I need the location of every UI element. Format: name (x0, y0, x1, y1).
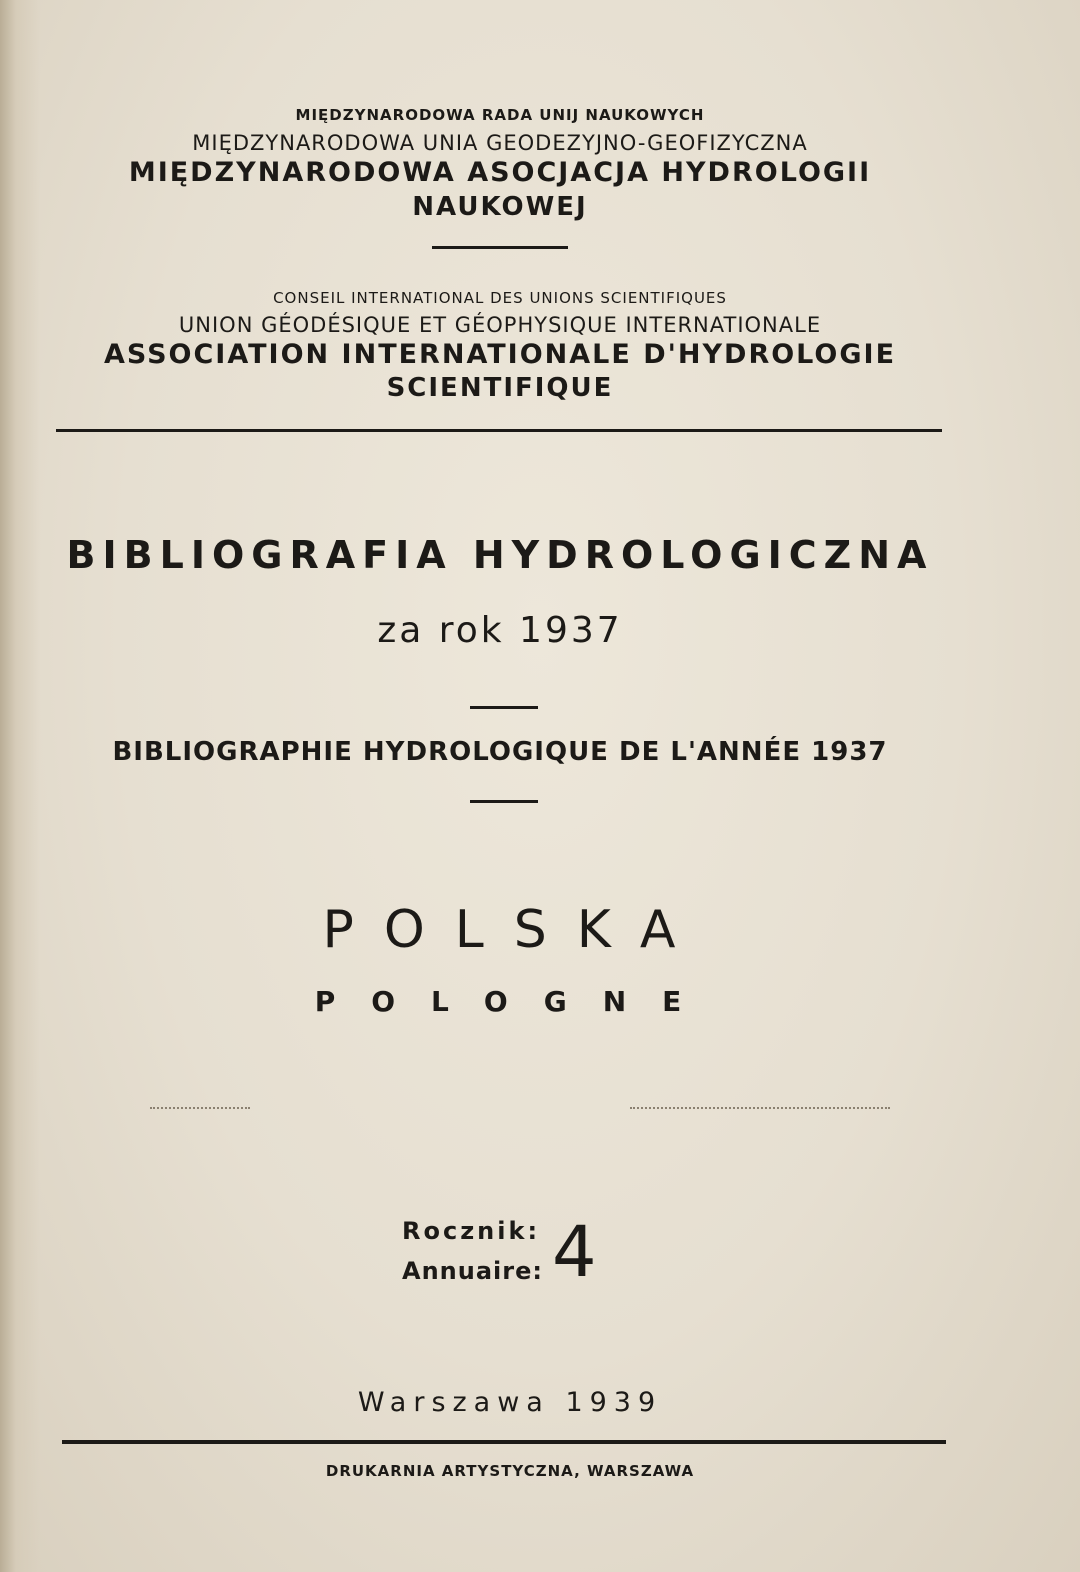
title-year: za rok 1937 (377, 610, 623, 651)
french-title: BIBLIOGRAPHIE HYDROLOGIQUE DE L'ANNÉE 1937 (112, 737, 888, 767)
header-divider (56, 429, 942, 432)
imprint-city-year: Warszawa 1939 (357, 1387, 663, 1418)
header-polish-line-3: MIĘDZYNARODOWA ASOCJACJA HYDROLOGII (128, 157, 872, 188)
country-polish: POLSKA (322, 900, 706, 960)
annual-number: 4 (552, 1211, 597, 1293)
header-polish-line-2: MIĘDZYNARODOWA UNIA GEODEZYJNO-GEOFIZYCZNA (192, 131, 808, 155)
header-polish-line-4: NAUKOWEJ (412, 192, 588, 222)
header-french-line-4: SCIENTIFIQUE (386, 373, 614, 403)
footer-divider (62, 1440, 946, 1444)
short-divider (470, 706, 538, 709)
main-title: BIBLIOGRAFIA HYDROLOGICZNA (66, 533, 934, 577)
header-polish-line-1: MIĘDZYNARODOWA RADA UNIJ NAUKOWYCH (295, 106, 705, 124)
printer-name: DRUKARNIA ARTYSTYCZNA, WARSZAWA (325, 1462, 695, 1480)
annual-label-french: Annuaire: (402, 1257, 543, 1285)
header-french-line-2: UNION GÉODÉSIQUE ET GÉOPHYSIQUE INTERNATIONALE (178, 313, 822, 337)
country-french: POLOGNE (314, 985, 718, 1018)
header-french-line-3: ASSOCIATION INTERNATIONALE D'HYDROLOGIE (103, 339, 897, 370)
annual-block (402, 1211, 602, 1297)
short-divider (470, 800, 538, 803)
dotted-mark (150, 1107, 250, 1109)
header-french-line-1: CONSEIL INTERNATIONAL DES UNIONS SCIENTIFIQUES (273, 289, 727, 307)
dotted-mark (630, 1107, 890, 1109)
short-divider (432, 246, 568, 249)
annual-label-polish: Rocznik: (402, 1217, 541, 1245)
